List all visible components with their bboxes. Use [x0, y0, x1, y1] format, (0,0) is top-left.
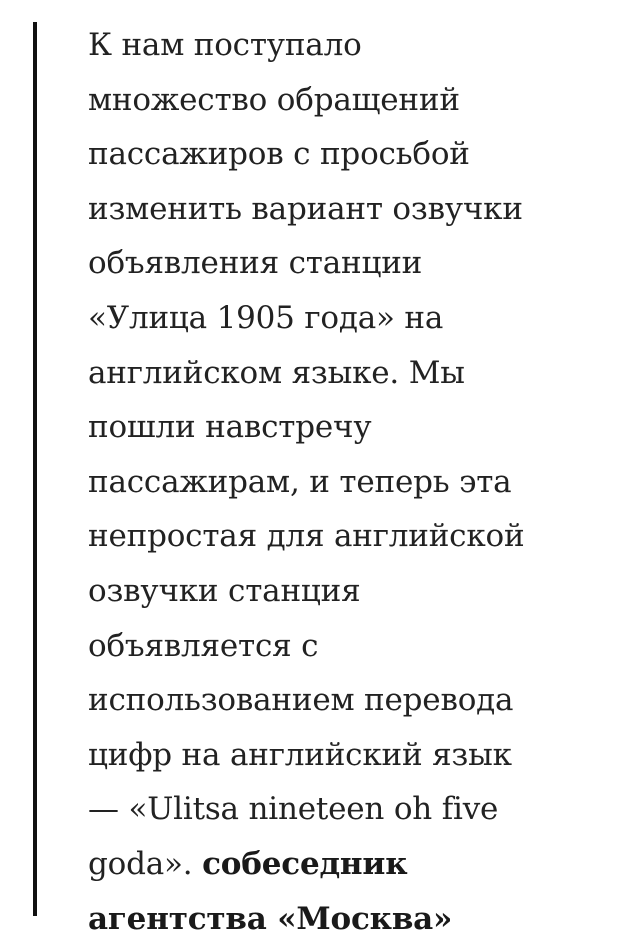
quote-line: К нам поступало [88, 18, 628, 73]
quote-line: пассажиров с просьбой [88, 127, 628, 182]
quote-line: озвучки станция [88, 564, 628, 619]
quote-line: множество обращений [88, 73, 628, 128]
attribution-source-name: агентства «Москва» [88, 892, 628, 946]
quote-line: английском языке. Мы [88, 346, 628, 401]
attribution-source-label: собеседник [202, 846, 407, 882]
quote-line: пассажирам, и теперь эта [88, 455, 628, 510]
quote-line: «Улица 1905 года» на [88, 291, 628, 346]
quote-line: изменить вариант озвучки [88, 182, 628, 237]
quote-left-rule [33, 22, 37, 916]
quote-line: использованием перевода [88, 673, 628, 728]
quote-line: объявления станции [88, 236, 628, 291]
quote-line: пошли навстречу [88, 400, 628, 455]
quote-line-end: goda». [88, 846, 192, 882]
quote-line: объявляется с [88, 619, 628, 674]
quote-line: — «Ulitsa nineteen oh five [88, 782, 628, 837]
quote-line: цифр на английский язык [88, 728, 628, 783]
quote-last-line [88, 837, 628, 892]
quote-line: непростая для английской [88, 509, 628, 564]
quote-block [88, 18, 628, 946]
